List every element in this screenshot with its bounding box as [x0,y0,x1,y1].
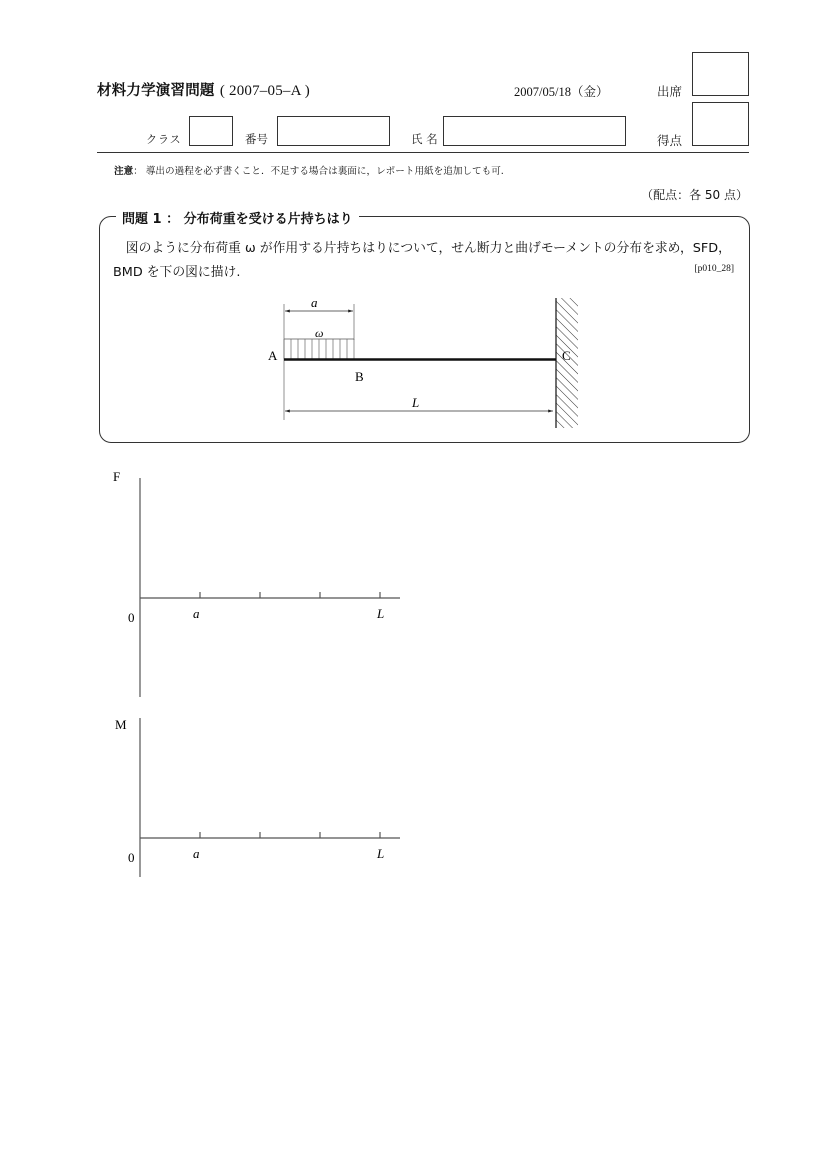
label-C: C [562,348,571,363]
attendance-label: 出席 [657,84,683,99]
label-B: B [355,369,364,384]
sfd-axes [113,469,400,697]
problem-ref: [p010_28] [694,264,734,274]
note-text: ： 導出の過程を必ず書くこと．不足する場合は裏面に，レポート用紙を追加しても可. [133,166,504,177]
label-A: A [268,348,278,363]
problem-title: 問題 1 ： 分布荷重を受ける片持ちはり [116,208,359,227]
fixed-wall-hatch [556,298,578,428]
sfd-origin-label: 0 [128,610,135,625]
name-label: 氏 名 [411,132,438,146]
score-label: 得点 [657,133,683,148]
class-label: クラス [146,133,182,146]
points-info: （配点：各 50 点） [641,188,748,202]
worksheet-date: 2007/05/18（金） [514,85,609,99]
sfd-tick-L-label: L [377,606,385,621]
number-label: 番号 [245,132,268,146]
title-text: 材料力学演習問題 [97,83,215,99]
label-L: L [412,395,420,410]
sfd-y-label: F [113,469,121,484]
title-code: ( 2007–05–A ) [219,83,310,99]
bmd-origin-label: 0 [128,850,135,865]
bmd-axes [115,717,400,877]
label-a: a [311,295,318,310]
note-label: 注意 [114,166,134,177]
problem-text: 図のように分布荷重 ω が作用する片持ちはりについて，せん断力と曲げモーメントの分布を求め，SFD，BMD を下の図に描け. [113,241,731,280]
bmd-tick-a-label: a [193,846,200,861]
bmd-y-label: M [115,717,127,732]
bmd-tick-L-label: L [377,846,385,861]
distributed-load [284,339,354,359]
sfd-tick-a-label: a [193,606,200,621]
label-omega: ω [315,326,324,340]
